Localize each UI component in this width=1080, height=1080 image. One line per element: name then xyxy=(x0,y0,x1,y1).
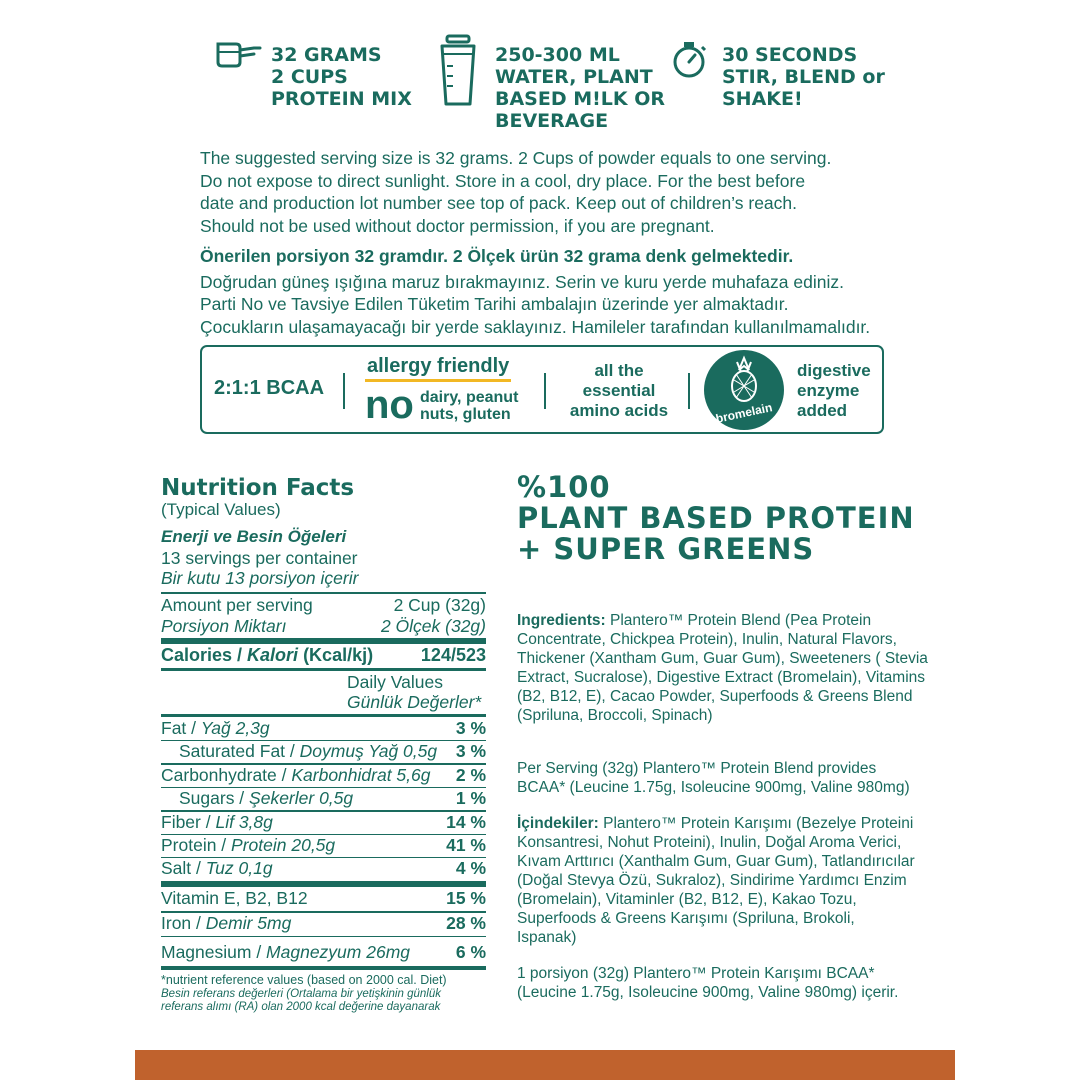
divider xyxy=(343,373,345,409)
step-time-text: 30 SECONDS STIR, BLEND or SHAKE! xyxy=(722,44,885,110)
footnote: *nutrient reference values (based on 2000 cal. Diet) xyxy=(161,973,447,987)
notice-line: Parti No ve Tavsiye Edilen Tüketim Tarihi ambalajın üzerinde yer almaktadır. xyxy=(200,294,789,314)
nutrition-subtitle: (Typical Values) xyxy=(161,500,281,519)
divider xyxy=(544,373,546,409)
allergy-line2: nuts, gluten xyxy=(420,406,511,423)
scoop-icon xyxy=(214,40,262,70)
amino-line: all the xyxy=(594,361,644,380)
notice-line: Çocukların ulaşamayacağı bir yerde saklayınız. Hamileler tarafından kullanılmamalıdır. xyxy=(200,316,871,337)
calories-row xyxy=(161,645,486,666)
nutrition-tr-title: Enerji ve Besin Öğeleri xyxy=(161,527,347,546)
rule xyxy=(161,668,486,671)
ingredients-text: Plantero™ Protein Blend (Pea Protein Concentrate, Chickpea Protein), Inulin, Natural Flavors, Thickener (Xantham Gum, Guar Gum), Sweeteners ( Stevia Extract, Sucralose), Digestive Extract (Bromelain), Vitamins (B2, B12, E), Cacao Powder, Superfoods & Greens Blend (Spriluna, Broccoli, Spinach) xyxy=(517,612,928,724)
per-serving-en: Per Serving (32g) Plantero™ Protein Blend provides BCAA* (Leucine 1.75g, Isoleucine 900mg, Valine 980mg) xyxy=(517,760,910,796)
nutrition-title: Nutrition Facts xyxy=(161,475,355,501)
notice-line: date and production lot number see top of pack. Keep out of children’s reach. xyxy=(200,193,798,213)
headline xyxy=(517,472,915,565)
nutrient-row: Magnesium / Magnezyum 26mg 6 % xyxy=(161,942,486,962)
footnote-tr: Besin referans değerleri (Ortalama bir yetişkinin günlük xyxy=(161,988,441,1000)
servings-text: 13 servings per container xyxy=(161,548,358,568)
enzyme-text xyxy=(797,361,871,421)
nutrient-row: Fat / Yağ 2,3g 3 % xyxy=(161,718,486,738)
daily-values-label-tr: Günlük Değerler* xyxy=(347,692,482,712)
headline-line: + SUPER GREENS xyxy=(517,532,815,566)
allergy-line1: dairy, peanut xyxy=(420,389,519,406)
nutrient-row: Salt / Tuz 0,1g 4 % xyxy=(161,858,486,878)
enzyme-line: digestive xyxy=(797,361,871,380)
rule xyxy=(161,881,486,887)
enzyme-line: enzyme xyxy=(797,381,860,400)
ingredients-tr xyxy=(517,814,917,947)
amount-value: 2 Cup (32g) xyxy=(393,595,486,615)
enzyme-line: added xyxy=(797,401,848,420)
ingredients-label-tr: İçindekiler: xyxy=(517,815,599,832)
calories-label: Calories / Kalori (Kcal/kj) xyxy=(161,645,374,665)
step-liquid-text: 250-300 ML WATER, PLANT BASED M!LK OR BEVERAGE xyxy=(495,44,666,132)
bcaa-label: 2:1:1 BCAA xyxy=(214,377,325,399)
amino-line: amino acids xyxy=(569,401,669,420)
nutrient-row: Sugars / Şekerler 0,5g 1 % xyxy=(179,788,486,808)
notice-line: The suggested serving size is 32 grams. 2 Cups of powder equals to one serving. xyxy=(200,148,832,168)
headline-line: PLANT BASED PROTEIN xyxy=(517,501,915,535)
nutrient-row: Carbonhydrate / Karbonhidrat 5,6g 2 % xyxy=(161,765,486,785)
amount-row-tr xyxy=(161,616,486,637)
english-notice xyxy=(200,147,900,237)
turkish-notice xyxy=(200,245,910,338)
rule xyxy=(161,714,486,717)
rule xyxy=(161,592,486,594)
per-serving-tr: 1 porsiyon (32g) Plantero™ Protein Karışımı BCAA* (Leucine 1.75g, Isoleucine 900mg, Valine 980mg) içerir. xyxy=(517,965,899,1001)
feature-box xyxy=(200,345,884,434)
step-scoop-text: 32 GRAMS 2 CUPS PROTEIN MIX xyxy=(271,44,412,110)
headline-line: %100 xyxy=(517,470,611,504)
ingredients-en xyxy=(517,611,937,725)
ingredients-text-tr: Plantero™ Protein Karışımı (Bezelye Proteini Konsantresi, Nohut Proteini), Inulin, Doğal Aroma Verici, Kıvam Arttırıcı (Xanthalm Gum, Guar Gum), Tatlandırıcılar (Doğal Stevya Özü, Sukraloz), Sindirime Yardımcı Enzim (Bromelain), Vitaminler (B2, B12, E), Kakao Tozu, Superfoods & Greens Karışımı (Spriluna, Brokoli, Ispanak) xyxy=(517,815,915,946)
pineapple-badge xyxy=(704,350,784,430)
amount-label: Amount per serving xyxy=(161,595,313,615)
daily-values-label: Daily Values xyxy=(347,672,443,692)
rule xyxy=(161,638,486,644)
amount-label-tr: Porsiyon Miktarı xyxy=(161,616,287,636)
notice-line: Should not be used without doctor permission, if you are pregnant. xyxy=(200,215,715,236)
amount-row xyxy=(161,595,486,616)
allergy-no: no xyxy=(365,383,414,427)
nutrient-row: Saturated Fat / Doymuş Yağ 0,5g 3 % xyxy=(179,741,486,761)
amount-value-tr: 2 Ölçek (32g) xyxy=(380,616,486,636)
amino-line: essential xyxy=(582,381,656,400)
nutrient-row: Iron / Demir 5mg 28 % xyxy=(161,913,486,933)
nutrient-row: Fiber / Lif 3,8g 14 % xyxy=(161,812,486,832)
notice-line: Doğrudan güneş ışığına maruz bırakmayınız. Serin ve kuru yerde muhafaza ediniz. xyxy=(200,271,844,292)
notice-line: Do not expose to direct sunlight. Store in a cool, dry place. For the best before xyxy=(200,170,806,191)
badge-text: bromelain xyxy=(714,400,774,426)
shaker-bottle-icon xyxy=(438,34,478,108)
servings-text-tr: Bir kutu 13 porsiyon içerir xyxy=(161,568,359,588)
nutrient-row: Vitamin E, B2, B12 15 % xyxy=(161,888,486,908)
allergy-title: allergy friendly xyxy=(365,355,511,382)
footnote-tr: referans alımı (RA) olan 2000 kcal değerine dayanarak xyxy=(161,1001,441,1013)
stopwatch-icon xyxy=(671,40,707,80)
calories-value: 124/523 xyxy=(420,645,486,665)
rule xyxy=(161,966,486,970)
amino-text xyxy=(554,361,684,421)
ingredients-label: Ingredients: xyxy=(517,612,606,629)
divider xyxy=(688,373,690,409)
notice-line: Önerilen porsiyon 32 gramdır. 2 Ölçek ürün 32 grama denk gelmektedir. xyxy=(200,246,794,266)
rule xyxy=(161,936,486,937)
nutrient-row: Protein / Protein 20,5g 41 % xyxy=(161,835,486,855)
bottom-color-bar xyxy=(135,1050,955,1080)
